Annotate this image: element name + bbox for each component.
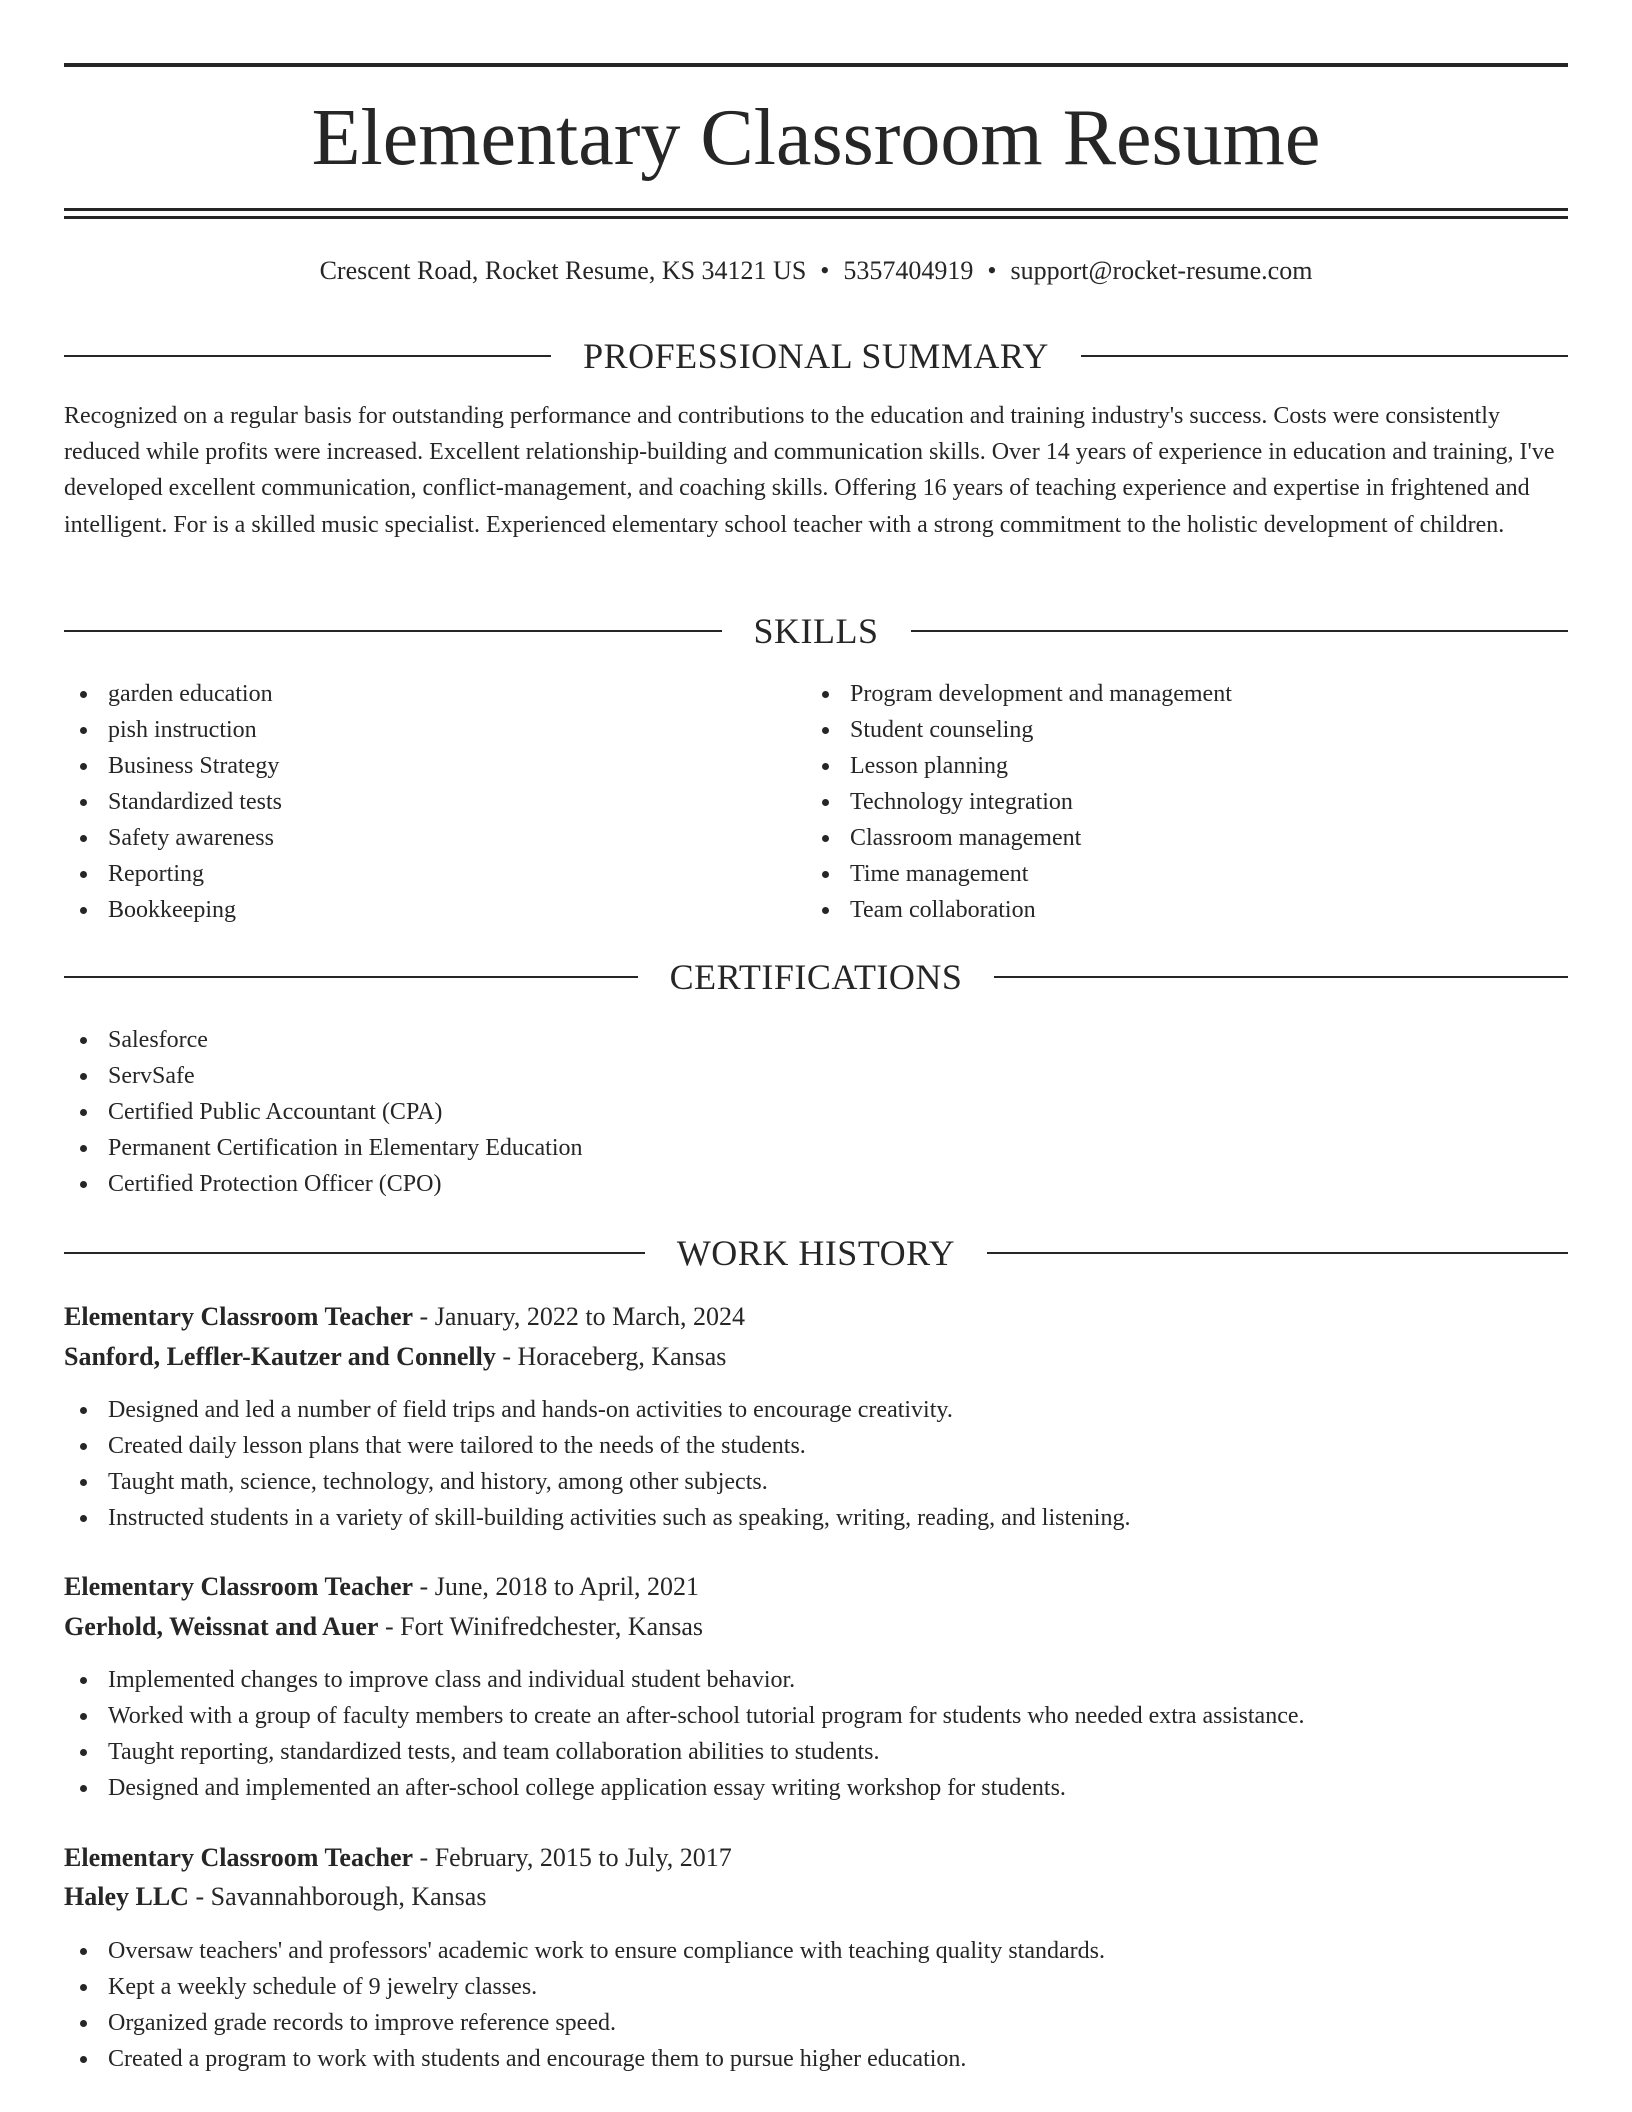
certification-item: Salesforce: [64, 1022, 1464, 1058]
skill-item: Student counseling: [806, 712, 1566, 748]
contact-line: [64, 254, 1568, 288]
job-bullet: Oversaw teachers' and professors' academic work to ensure compliance with teaching quality standards.: [64, 1933, 1564, 1969]
job-company: Sanford, Leffler-Kautzer and Connelly: [64, 1342, 496, 1371]
job-bullet: Organized grade records to improve reference speed.: [64, 2005, 1564, 2041]
job-bullet: Kept a weekly schedule of 9 jewelry classes.: [64, 1969, 1564, 2005]
section-heading-certifications: [64, 955, 1568, 999]
job-company: Gerhold, Weissnat and Auer: [64, 1612, 379, 1641]
contact-address: Crescent Road, Rocket Resume, KS 34121 US: [319, 256, 807, 285]
header-bottom-rule: [64, 208, 1568, 211]
section-heading-summary: [64, 334, 1568, 378]
skills-list-left: [64, 676, 794, 928]
heading-rule-left: [64, 355, 551, 357]
contact-email: support@rocket-resume.com: [1010, 256, 1313, 285]
job-location: - Horaceberg, Kansas: [495, 1342, 727, 1371]
header-bottom-rule-second: [64, 216, 1568, 219]
job-title-line: [64, 1841, 732, 1875]
section-heading-work-history: [64, 1231, 1568, 1275]
skills-list-right: [806, 676, 1566, 928]
summary-heading: PROFESSIONAL SUMMARY: [583, 336, 1049, 376]
skill-item: Standardized tests: [64, 784, 794, 820]
job-title: Elementary Classroom Teacher: [64, 1302, 414, 1331]
job-bullets: [64, 1933, 1564, 2077]
job-bullet: Created a program to work with students and encourage them to pursue higher education.: [64, 2041, 1564, 2077]
skill-item: Business Strategy: [64, 748, 794, 784]
job-location: - Savannahborough, Kansas: [188, 1882, 487, 1911]
job-dates: - January, 2022 to March, 2024: [413, 1302, 745, 1331]
certification-item: ServSafe: [64, 1058, 1464, 1094]
skill-item: Lesson planning: [806, 748, 1566, 784]
heading-rule-right: [911, 630, 1569, 632]
job-title: Elementary Classroom Teacher: [64, 1572, 414, 1601]
job-dates: - June, 2018 to April, 2021: [413, 1572, 700, 1601]
section-heading-skills: [64, 609, 1568, 653]
skill-item: Safety awareness: [64, 820, 794, 856]
certifications-list: [64, 1022, 1464, 1202]
job-company-line: [64, 1610, 703, 1644]
contact-separator: •: [987, 256, 997, 285]
heading-rule-right: [994, 976, 1568, 978]
skill-item: pish instruction: [64, 712, 794, 748]
contact-phone: 5357404919: [843, 256, 974, 285]
work-history-heading: WORK HISTORY: [676, 1233, 956, 1273]
skill-item: garden education: [64, 676, 794, 712]
heading-rule-left: [64, 630, 722, 632]
skill-item: Bookkeeping: [64, 892, 794, 928]
resume-title: Elementary Classroom Resume: [311, 94, 1321, 182]
certification-item: Certified Protection Officer (CPO): [64, 1166, 1464, 1202]
skill-item: Reporting: [64, 856, 794, 892]
header-top-rule: [64, 63, 1568, 67]
job-title: Elementary Classroom Teacher: [64, 1843, 414, 1872]
job-location: - Fort Winifredchester, Kansas: [378, 1612, 703, 1641]
heading-rule-left: [64, 976, 638, 978]
heading-rule-left: [64, 1252, 645, 1254]
job-bullet: Designed and led a number of field trips and hands-on activities to encourage creativity.: [64, 1392, 1564, 1428]
job-bullet: Implemented changes to improve class and individual student behavior.: [64, 1662, 1564, 1698]
job-dates: - February, 2015 to July, 2017: [413, 1843, 732, 1872]
job-bullets: [64, 1392, 1564, 1536]
job-company-line: [64, 1340, 726, 1374]
skill-item: Team collaboration: [806, 892, 1566, 928]
skill-item: Technology integration: [806, 784, 1566, 820]
contact-separator: •: [820, 256, 830, 285]
skills-heading: SKILLS: [753, 611, 879, 651]
job-title-line: [64, 1300, 745, 1334]
job-bullets: [64, 1662, 1564, 1806]
heading-rule-right: [1081, 355, 1568, 357]
job-bullet: Worked with a group of faculty members to create an after-school tutorial program for students who needed extra assistance.: [64, 1698, 1564, 1734]
job-company: Haley LLC: [64, 1882, 189, 1911]
summary-text: Recognized on a regular basis for outstanding performance and contributions to the education and training industry's success. Costs were consistently reduced while profits were increased. Excellent relationship-building and communication skills. Over 14 years of experience in education and training, I've developed excellent communication, conflict-management, and coaching skills. Offering 16 years of teaching experience and expertise in frightened and intelligent. For is a skilled music specialist. Experienced elementary school teacher with a strong commitment to the holistic development of children.: [64, 403, 1555, 538]
job-bullet: Instructed students in a variety of skill-building activities such as speaking, writing, reading, and listening.: [64, 1500, 1564, 1536]
certification-item: Permanent Certification in Elementary Education: [64, 1130, 1464, 1166]
heading-rule-right: [987, 1252, 1568, 1254]
job-company-line: [64, 1880, 486, 1914]
job-bullet: Taught math, science, technology, and history, among other subjects.: [64, 1464, 1564, 1500]
job-bullet: Created daily lesson plans that were tailored to the needs of the students.: [64, 1428, 1564, 1464]
job-bullet: Designed and implemented an after-school college application essay writing workshop for students.: [64, 1770, 1564, 1806]
skill-item: Classroom management: [806, 820, 1566, 856]
skill-item: Time management: [806, 856, 1566, 892]
certification-item: Certified Public Accountant (CPA): [64, 1094, 1464, 1130]
job-bullet: Taught reporting, standardized tests, and team collaboration abilities to students.: [64, 1734, 1564, 1770]
certifications-heading: CERTIFICATIONS: [669, 957, 963, 997]
job-title-line: [64, 1570, 699, 1604]
skill-item: Program development and management: [806, 676, 1566, 712]
